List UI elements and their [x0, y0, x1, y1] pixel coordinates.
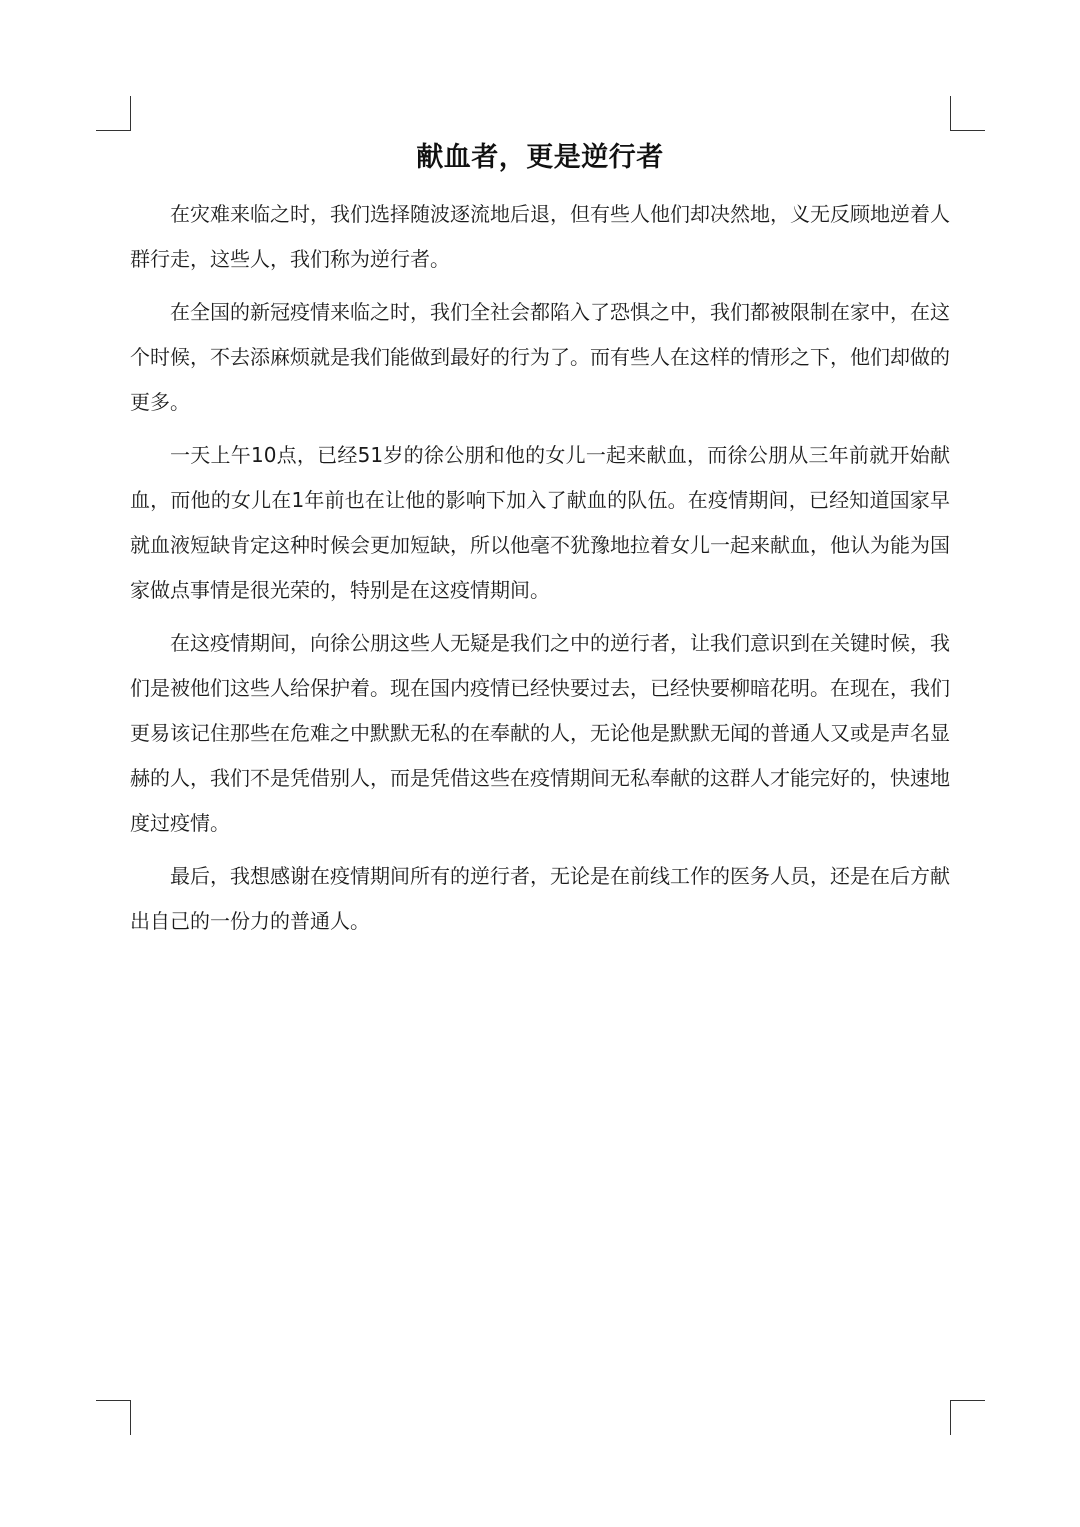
paragraph-1: 在灾难来临之时，我们选择随波逐流地后退，但有些人他们却决然地，义无反顾地逆着人群行走，这些人，我们称为逆行者。 — [130, 202, 950, 271]
paragraph-2: 在全国的新冠疫情来临之时，我们全社会都陷入了恐惧之中，我们都被限制在家中，在这个时候，不去添麻烦就是我们能做到最好的行为了。而有些人在这样的情形之下，他们却做的更多。 — [130, 300, 950, 414]
paragraph-5: 最后，我想感谢在疫情期间所有的逆行者，无论是在前线工作的医务人员，还是在后方献出自己的一份力的普通人。 — [130, 864, 950, 933]
paragraph-4: 在这疫情期间，向徐公朋这些人无疑是我们之中的逆行者，让我们意识到在关键时候，我们是被他们这些人给保护着。现在国内疫情已经快要过去，已经快要柳暗花明。在现在，我们更易该记住那些在危难之中默默无私的在奉献的人，无论他是默默无闻的普通人又或是声名显赫的人，我们不是凭借别人，而是凭借这些在疫情期间无私奉献的这群人才能完好的，快速地度过疫情。 — [130, 631, 950, 835]
document-title: 献血者，更是逆行者 — [416, 142, 664, 173]
crop-mark-bottom-left — [96, 1400, 131, 1435]
crop-mark-top-left — [96, 96, 131, 131]
crop-mark-bottom-right — [950, 1400, 985, 1435]
crop-mark-top-right — [950, 96, 985, 131]
document-body — [130, 136, 950, 952]
paragraph-3: 一天上午10点，已经51岁的徐公朋和他的女儿一起来献血，而徐公朋从三年前就开始献血，而他的女儿在1年前也在让他的影响下加入了献血的队伍。在疫情期间，已经知道国家早就血液短缺肯定这种时候会更加短缺，所以他毫不犹豫地拉着女儿一起来献血，他认为能为国家做点事情是很光荣的，特别是在这疫情期间。 — [130, 443, 950, 602]
